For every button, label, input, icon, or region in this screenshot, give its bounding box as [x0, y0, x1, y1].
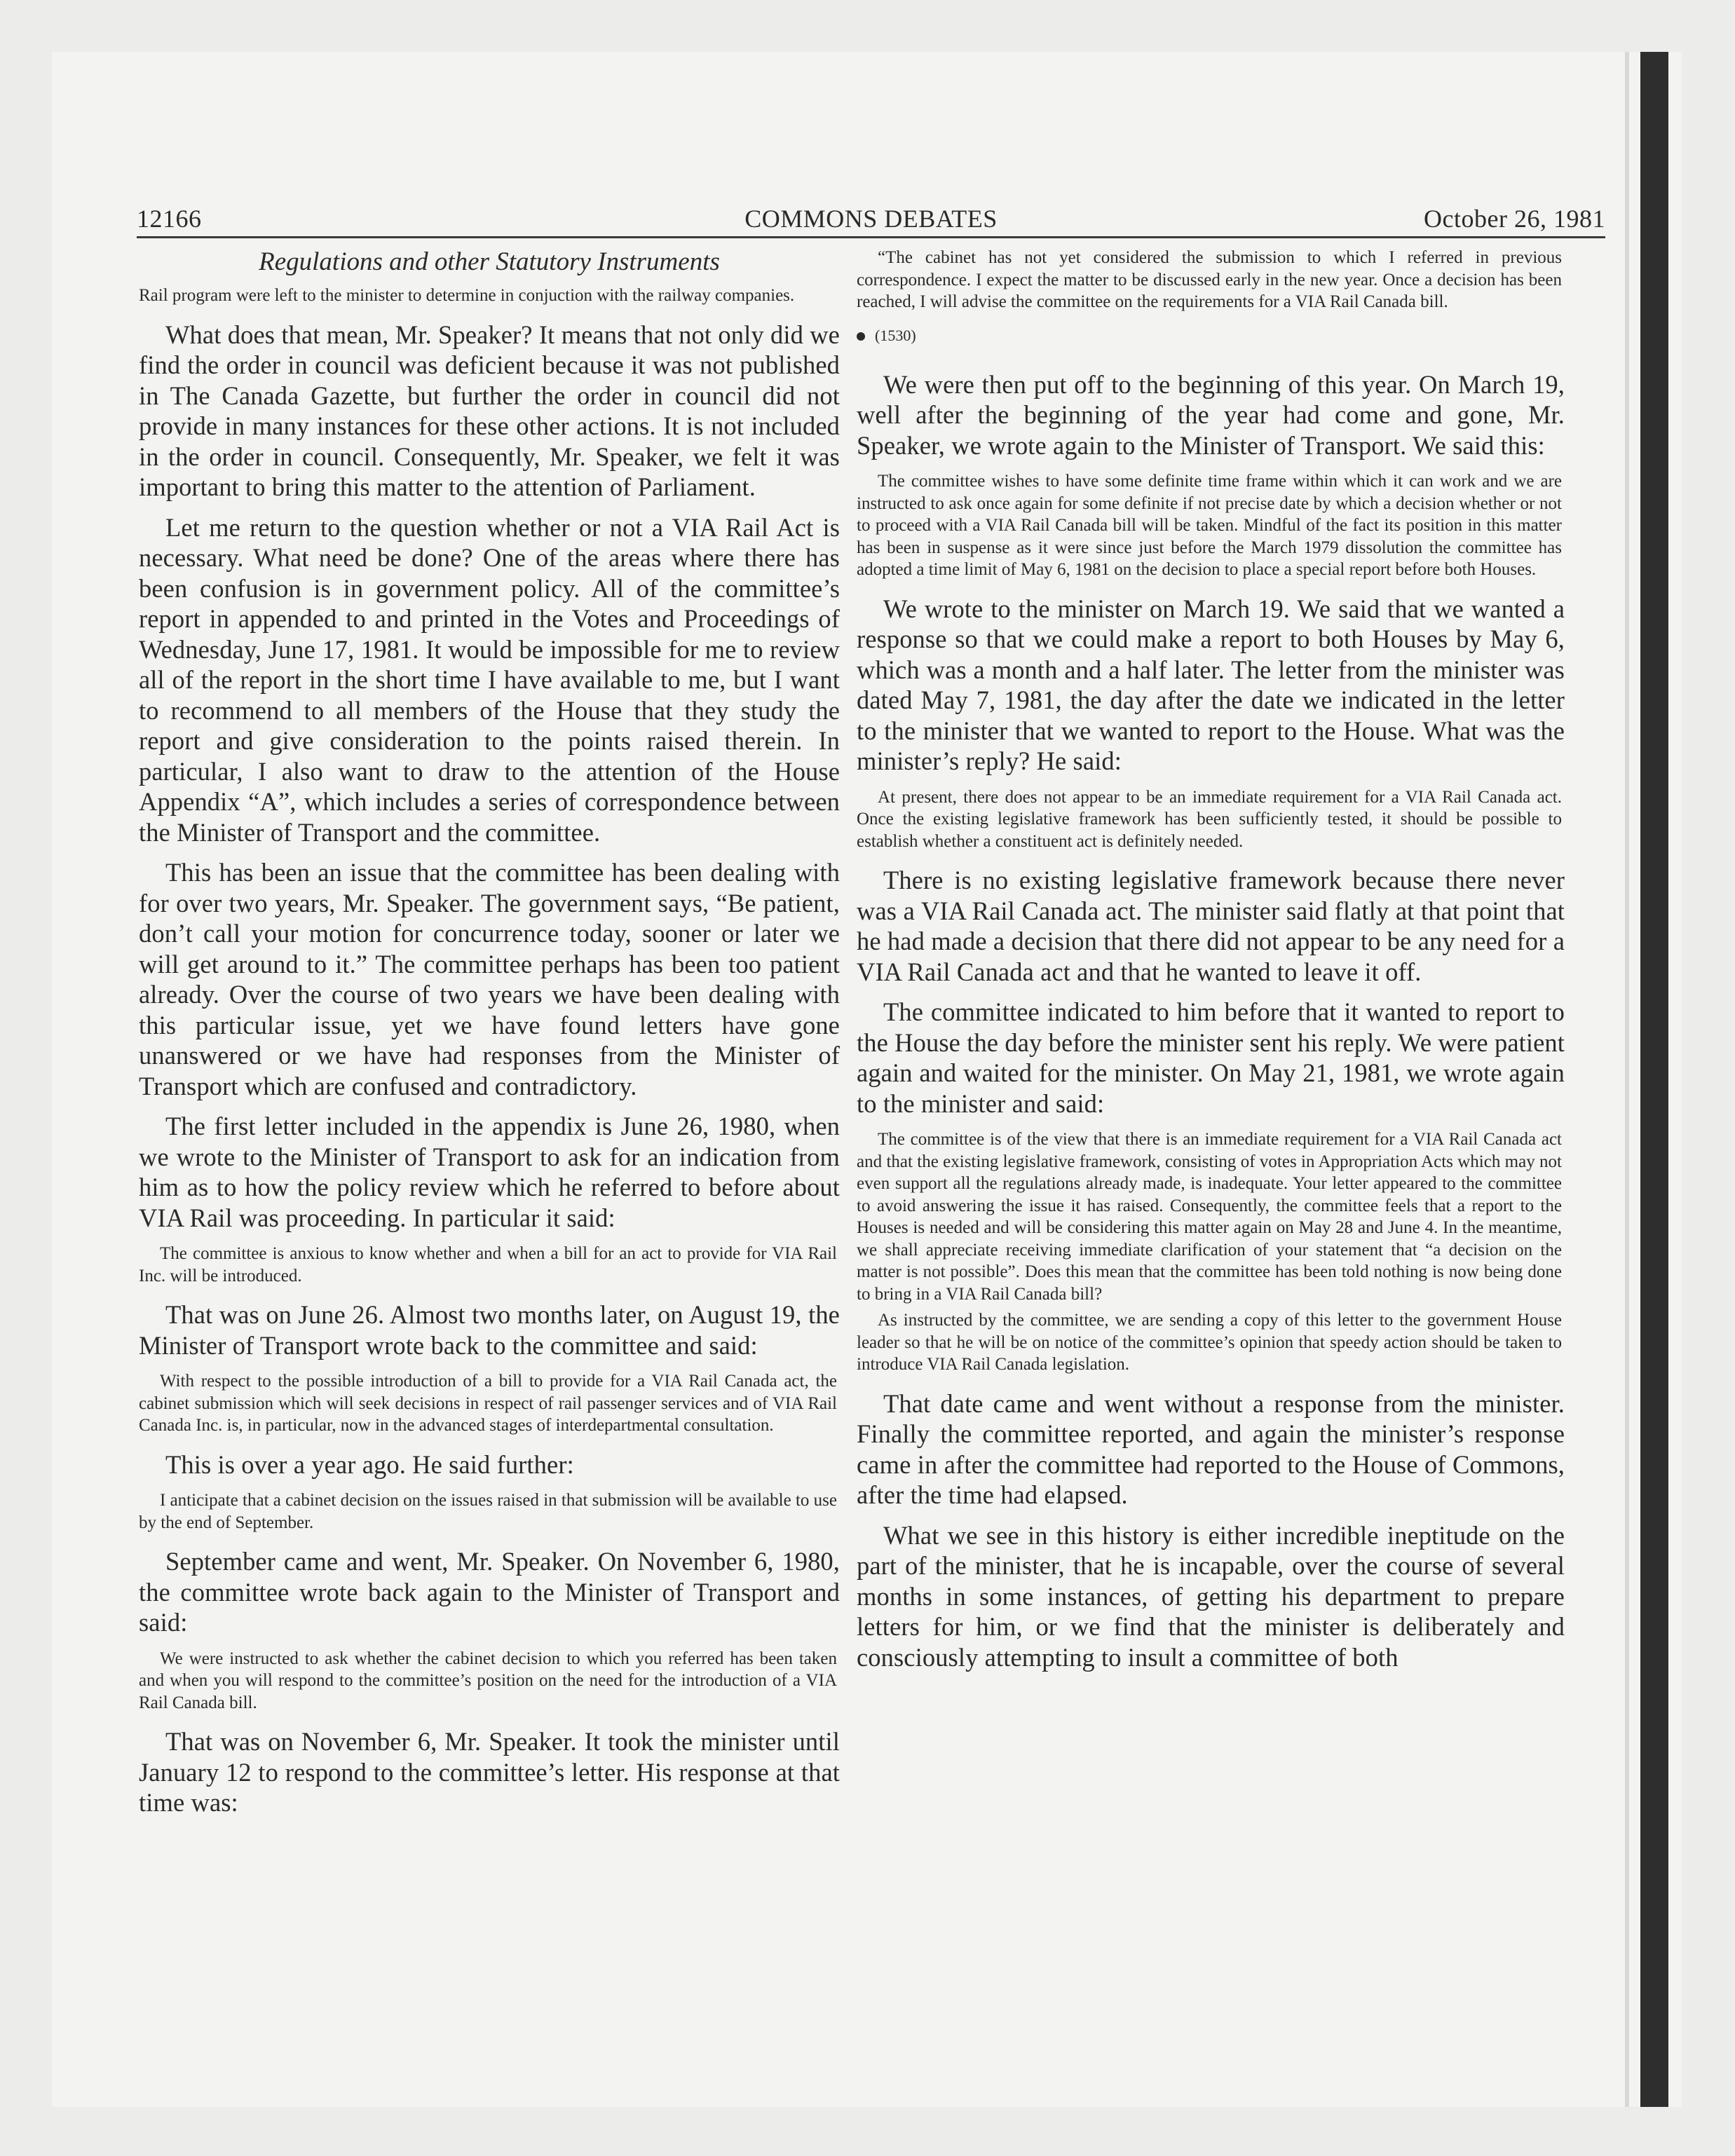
quoted-letter: The committee wishes to have some definite time frame within which it can work and we are instructed to ask once again for some definite if not precise date by which a decision whether or not to proceed with a VIA Rail Canada bill will be taken. Mindful of the fact its position in this matter has been in suspense as it were since just before the March 1979 dissolution the committee has adopted a time limit of May 6, 1981 on the decision to place a special report before both Houses.: [857, 472, 1562, 579]
quoted-letter: The committee is anxious to know whether and when a bill for an act to provide for VIA Rail Inc. will be introduced.: [139, 1244, 837, 1285]
paragraph: That date came and went without a response from the minister. Finally the committee reported, and again the minister’s response came in after the committee had reported to the House of Commons, after the time had elapsed.: [857, 1389, 1565, 1509]
paragraph: What does that mean, Mr. Speaker? It means that not only did we find the order in council was deficient because it was not published in The Canada Gazette, but further the order in council did not provide in many instances for these other actions. It is not included in the order in council. Consequently, Mr. Speaker, we felt it was important to bring this matter to the attention of Parliament.: [139, 320, 840, 501]
paragraph: The first letter included in the appendix is June 26, 1980, when we wrote to the Minister of Transport to ask for an indication from him as to how the policy review which he referred to before about VIA Rail was proceeding. In particular it said:: [139, 1112, 840, 1232]
right-column: [857, 247, 1565, 1682]
paragraph: The committee indicated to him before that it wanted to report to the House the day before the minister sent his reply. We were patient again and waited for the minister. On May 21, 1981, we wrote again to the minister and said:: [857, 997, 1565, 1118]
paragraph: This has been an issue that the committee has been dealing with for over two years, Mr. Speaker. The government says, “Be patient, don’t call your motion for concurrence today, sooner or later we will get around to it.” The committee perhaps has been too patient already. Over the course of two years we have been dealing with this particular issue, yet we have found letters have gone unanswered or we have had responses from the Minister of Transport which are confused and contradictory.: [139, 858, 840, 1100]
quoted-letter: With respect to the possible introduction of a bill to provide for a VIA Rail Canada act, the cabinet submission which will seek decisions in respect of rail passenger services and of VIA Rail Canada Inc. is, in particular, now in the advanced stages of interdepartmental consultation.: [139, 1372, 837, 1435]
page-date: October 26, 1981: [1424, 205, 1605, 233]
quoted-letter: Rail program were left to the minister to determine in conjuction with the railway companies.: [139, 286, 795, 305]
quoted-letter: The committee is of the view that there is an immediate requirement for a VIA Rail Canada act and that the existing legislative framework, consisting of votes in Appropriation Acts which may not even support all the regulations already made, is inadequate. Your letter appeared to the committee to avoid answering the issue it has raised. Consequently, the committee feels that a report to the Houses is needed and will be considering this matter again on May 28 and June 4. In the meantime, we shall appreciate receiving immediate clarification of your statement that “a decision on the matter is not possible”. Does this mean that the committee has been told nothing is now being done to bring in a VIA Rail Canada bill?: [857, 1130, 1562, 1304]
paragraph: What we see in this history is either incredible ineptitude on the part of the minister, that he is incapable, over the course of several months in some instances, of getting his department to prepare letters for him, or we find that the minister is deliberately and consciously attempting to insult a committee of both: [857, 1520, 1565, 1672]
scan-edge-shadow: [1640, 52, 1668, 2107]
paragraph: That was on November 6, Mr. Speaker. It took the minister until January 12 to respond to the committee’s letter. His response at that time was:: [139, 1727, 840, 1817]
quoted-letter: “The cabinet has not yet considered the submission to which I referred in previous correspondence. I expect the matter to be discussed early in the new year. Once a decision has been reached, I will advise the committee on the requirements for a VIA Rail Canada bill.: [857, 248, 1562, 311]
right-paragraphs: [857, 369, 1565, 1673]
left-paragraphs: [139, 285, 840, 1818]
quoted-letter: At present, there does not appear to be an immediate requirement for a VIA Rail Canada act. Once the existing legislative framework has been sufficiently tested, it should be possible to establish whether a constituent act is definitely needed.: [857, 787, 1562, 851]
paragraph: This is over a year ago. He said further:: [165, 1449, 574, 1479]
quoted-letter: As instructed by the committee, we are sending a copy of this letter to the government House leader so that he will be on notice of the committee’s opinion that speedy action should be taken to introduce VIA Rail Canada legislation.: [857, 1311, 1562, 1374]
quoted-letter: We were instructed to ask whether the cabinet decision to which you referred has been taken and when you will respond to the committee’s position on the need for the introduction of a VIA Rail Canada bill.: [139, 1649, 837, 1712]
page-number: 12166: [137, 205, 202, 233]
paragraph: We were then put off to the beginning of this year. On March 19, well after the beginning of the year had come and gone, Mr. Speaker, we wrote again to the Minister of Transport. We said this:: [857, 369, 1565, 460]
paragraph: There is no existing legislative framework because there never was a VIA Rail Canada act. The minister said flatly at that point that he had made a decision that there did not appear to be any need for a VIA Rail Canada act and that he wanted to leave it off.: [857, 866, 1565, 986]
journal-title: COMMONS DEBATES: [744, 205, 998, 233]
section-title: Regulations and other Statutory Instruments: [259, 247, 720, 276]
paragraph: We wrote to the minister on March 19. We said that we wanted a response so that we could make a report to both Houses by May 6, which was a month and a half later. The letter from the minister was dated May 7, 1981, the day after the date we indicated in the letter to the minister that we wanted to report to the House. What was the minister’s reply? He said:: [857, 594, 1565, 775]
paragraph: Let me return to the question whether or not a VIA Rail Act is necessary. What need be done? One of the areas where there has been confusion is in government policy. All of the committee’s report in appended to and printed in the Votes and Proceedings of Wednesday, June 17, 1981. It would be impossible for me to review all of the report in the short time I have available to me, but I want to recommend to all members of the House that they study the report and give consideration to the points raised therein. In particular, I also want to draw to the attention of the House Appendix “A”, which includes a series of correspondence between the Minister of Transport and the committee.: [139, 512, 840, 847]
time-marker-text: (1530): [875, 326, 916, 344]
bullet-icon: [857, 332, 865, 341]
scan-edge-line: [1625, 52, 1629, 2107]
time-marker: [857, 326, 1565, 346]
left-column: [139, 247, 840, 1828]
quoted-letter: I anticipate that a cabinet decision on the issues raised in that submission will be available to use by the end of September.: [139, 1491, 837, 1532]
paragraph: That was on June 26. Almost two months later, on August 19, the Minister of Transport wrote back to the committee and said:: [139, 1300, 840, 1360]
page-header: [137, 200, 1605, 238]
right-top-paragraphs: [857, 247, 1565, 313]
paragraph: September came and went, Mr. Speaker. On November 6, 1980, the committee wrote back again to the Minister of Transport and said:: [139, 1547, 840, 1637]
